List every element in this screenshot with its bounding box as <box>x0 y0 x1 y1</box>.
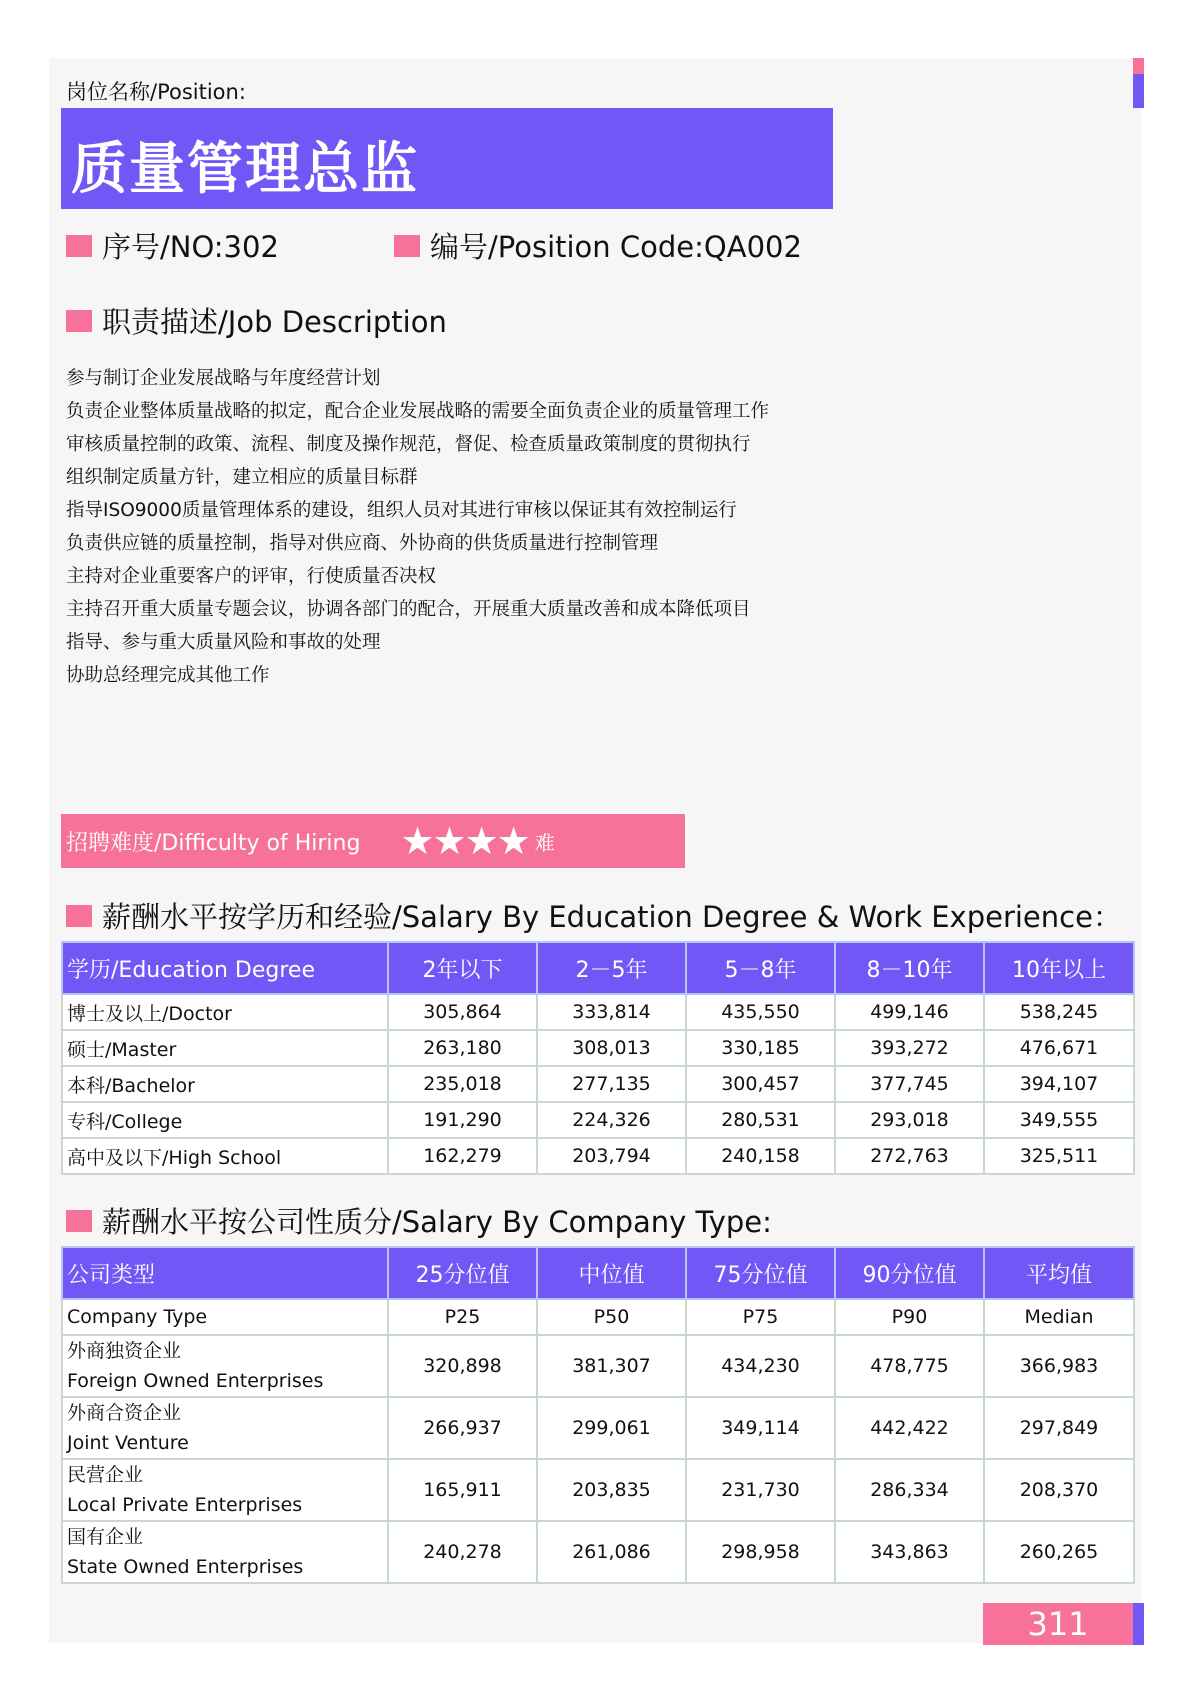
list-item: 指导ISO9000质量管理体系的建设，组织人员对其进行审核以保证其有效控制运行 <box>66 500 737 521</box>
job-description-heading-text: 职责描述/Job Description <box>102 305 447 339</box>
row-label-cn: 民营企业 <box>67 1464 144 1486</box>
position-code <box>394 225 802 266</box>
subheader-cell: Company Type <box>62 1299 388 1335</box>
table-row <box>62 1459 1134 1521</box>
table-cell: 299,061 <box>537 1397 686 1459</box>
column-header: 10年以上 <box>984 942 1134 994</box>
table-cell: 343,863 <box>835 1521 984 1583</box>
bullet-square-icon <box>394 235 420 257</box>
corner-accent-pink <box>1133 58 1144 74</box>
table-header-row <box>62 1247 1134 1299</box>
row-label-en: State Owned Enterprises <box>67 1556 304 1578</box>
table-cell: 305,864 <box>388 994 537 1030</box>
position-label: 岗位名称/Position: <box>66 80 246 104</box>
table-cell: 394,107 <box>984 1066 1134 1102</box>
row-label <box>62 1397 388 1459</box>
table-row <box>62 1030 1134 1066</box>
table-cell: 349,555 <box>984 1102 1134 1138</box>
row-label <box>62 1521 388 1583</box>
table-cell: 203,835 <box>537 1459 686 1521</box>
table-cell: 308,013 <box>537 1030 686 1066</box>
list-item: 协助总经理完成其他工作 <box>66 665 270 686</box>
star-rating-icon: ★★★★ <box>400 819 529 863</box>
subheader-cell: P75 <box>686 1299 835 1335</box>
column-header: 25分位值 <box>388 1247 537 1299</box>
row-label <box>62 1335 388 1397</box>
job-description-heading <box>66 300 447 341</box>
bullet-square-icon <box>66 235 92 257</box>
table-cell: 263,180 <box>388 1030 537 1066</box>
table-cell: 286,334 <box>835 1459 984 1521</box>
column-header: 中位值 <box>537 1247 686 1299</box>
list-item: 指导、参与重大质量风险和事故的处理 <box>66 632 381 653</box>
table-cell: 235,018 <box>388 1066 537 1102</box>
row-label: 硕士/Master <box>62 1030 388 1066</box>
table-cell: 435,550 <box>686 994 835 1030</box>
table-cell: 240,278 <box>388 1521 537 1583</box>
table-cell: 261,086 <box>537 1521 686 1583</box>
table-cell: 366,983 <box>984 1335 1134 1397</box>
column-header: 8－10年 <box>835 942 984 994</box>
salary-education-heading <box>66 895 1122 936</box>
table-row <box>62 1335 1134 1397</box>
subheader-cell: Median <box>984 1299 1134 1335</box>
table-cell: 325,511 <box>984 1138 1134 1174</box>
difficulty-bar <box>61 814 685 868</box>
row-label-cn: 国有企业 <box>67 1526 144 1548</box>
list-item: 主持召开重大质量专题会议，协调各部门的配合，开展重大质量改善和成本降低项目 <box>66 599 751 620</box>
column-header: 2年以下 <box>388 942 537 994</box>
title-banner <box>61 108 833 209</box>
page-number: 311 <box>983 1603 1133 1645</box>
table-cell: 333,814 <box>537 994 686 1030</box>
table-cell: 298,958 <box>686 1521 835 1583</box>
position-code-text: 编号/Position Code:QA002 <box>430 230 802 264</box>
table-subheader-row <box>62 1299 1134 1335</box>
table-cell: 240,158 <box>686 1138 835 1174</box>
table-header-row <box>62 942 1134 994</box>
table-cell: 478,775 <box>835 1335 984 1397</box>
table-cell: 538,245 <box>984 994 1134 1030</box>
job-description-list <box>66 362 769 692</box>
row-label: 博士及以上/Doctor <box>62 994 388 1030</box>
difficulty-word: 难 <box>534 830 555 855</box>
table-cell: 165,911 <box>388 1459 537 1521</box>
subheader-cell: P90 <box>835 1299 984 1335</box>
table-cell: 280,531 <box>686 1102 835 1138</box>
row-label-en: Local Private Enterprises <box>67 1494 303 1516</box>
table-cell: 266,937 <box>388 1397 537 1459</box>
position-number-text: 序号/NO:302 <box>102 230 279 264</box>
table-cell: 300,457 <box>686 1066 835 1102</box>
table-cell: 476,671 <box>984 1030 1134 1066</box>
table-cell: 499,146 <box>835 994 984 1030</box>
table-cell: 293,018 <box>835 1102 984 1138</box>
salary-company-heading <box>66 1200 772 1241</box>
table-cell: 224,326 <box>537 1102 686 1138</box>
salary-company-table <box>61 1246 1135 1584</box>
column-header: 90分位值 <box>835 1247 984 1299</box>
bullet-square-icon <box>66 310 92 332</box>
table-row <box>62 1138 1134 1174</box>
table-row <box>62 994 1134 1030</box>
table-cell: 162,279 <box>388 1138 537 1174</box>
table-cell: 208,370 <box>984 1459 1134 1521</box>
table-cell: 320,898 <box>388 1335 537 1397</box>
row-label-cn: 外商合资企业 <box>67 1402 182 1424</box>
table-cell: 231,730 <box>686 1459 835 1521</box>
column-header: 5－8年 <box>686 942 835 994</box>
list-item: 参与制订企业发展战略与年度经营计划 <box>66 368 381 389</box>
table-cell: 330,185 <box>686 1030 835 1066</box>
column-header: 2－5年 <box>537 942 686 994</box>
page-title: 质量管理总监 <box>71 137 419 202</box>
salary-company-heading-text: 薪酬水平按公司性质分/Salary By Company Type: <box>102 1205 772 1239</box>
table-cell: 191,290 <box>388 1102 537 1138</box>
row-label-en: Joint Venture <box>67 1432 189 1454</box>
subheader-cell: P50 <box>537 1299 686 1335</box>
table-row <box>62 1397 1134 1459</box>
subheader-cell: P25 <box>388 1299 537 1335</box>
salary-education-heading-text: 薪酬水平按学历和经验/Salary By Education Degree & Work Experience： <box>102 900 1122 934</box>
table-cell: 393,272 <box>835 1030 984 1066</box>
table-cell: 434,230 <box>686 1335 835 1397</box>
table-cell: 377,745 <box>835 1066 984 1102</box>
corner-accent-purple <box>1133 74 1144 108</box>
table-cell: 442,422 <box>835 1397 984 1459</box>
row-label: 高中及以下/High School <box>62 1138 388 1174</box>
bullet-square-icon <box>66 1210 92 1232</box>
list-item: 主持对企业重要客户的评审，行使质量否决权 <box>66 566 437 587</box>
position-number <box>66 225 279 266</box>
column-header: 75分位值 <box>686 1247 835 1299</box>
difficulty-label: 招聘难度/Difficulty of Hiring <box>66 830 361 856</box>
table-cell: 297,849 <box>984 1397 1134 1459</box>
table-row <box>62 1521 1134 1583</box>
table-cell: 349,114 <box>686 1397 835 1459</box>
bullet-square-icon <box>66 905 92 927</box>
list-item: 组织制定质量方针，建立相应的质量目标群 <box>66 467 418 488</box>
table-row <box>62 1066 1134 1102</box>
table-cell: 203,794 <box>537 1138 686 1174</box>
row-label: 专科/College <box>62 1102 388 1138</box>
page-number-accent <box>1133 1603 1144 1645</box>
table-cell: 277,135 <box>537 1066 686 1102</box>
column-header: 平均值 <box>984 1247 1134 1299</box>
list-item: 负责企业整体质量战略的拟定，配合企业发展战略的需要全面负责企业的质量管理工作 <box>66 401 770 422</box>
table-cell: 272,763 <box>835 1138 984 1174</box>
row-label <box>62 1459 388 1521</box>
row-label-cn: 外商独资企业 <box>67 1340 182 1362</box>
row-label: 本科/Bachelor <box>62 1066 388 1102</box>
list-item: 审核质量控制的政策、流程、制度及操作规范，督促、检查质量政策制度的贯彻执行 <box>66 434 751 455</box>
table-row <box>62 1102 1134 1138</box>
list-item: 负责供应链的质量控制，指导对供应商、外协商的供货质量进行控制管理 <box>66 533 659 554</box>
table-cell: 381,307 <box>537 1335 686 1397</box>
column-header: 公司类型 <box>62 1247 388 1299</box>
column-header: 学历/Education Degree <box>62 942 388 994</box>
row-label-en: Foreign Owned Enterprises <box>67 1370 324 1392</box>
salary-education-table <box>61 941 1135 1175</box>
table-cell: 260,265 <box>984 1521 1134 1583</box>
